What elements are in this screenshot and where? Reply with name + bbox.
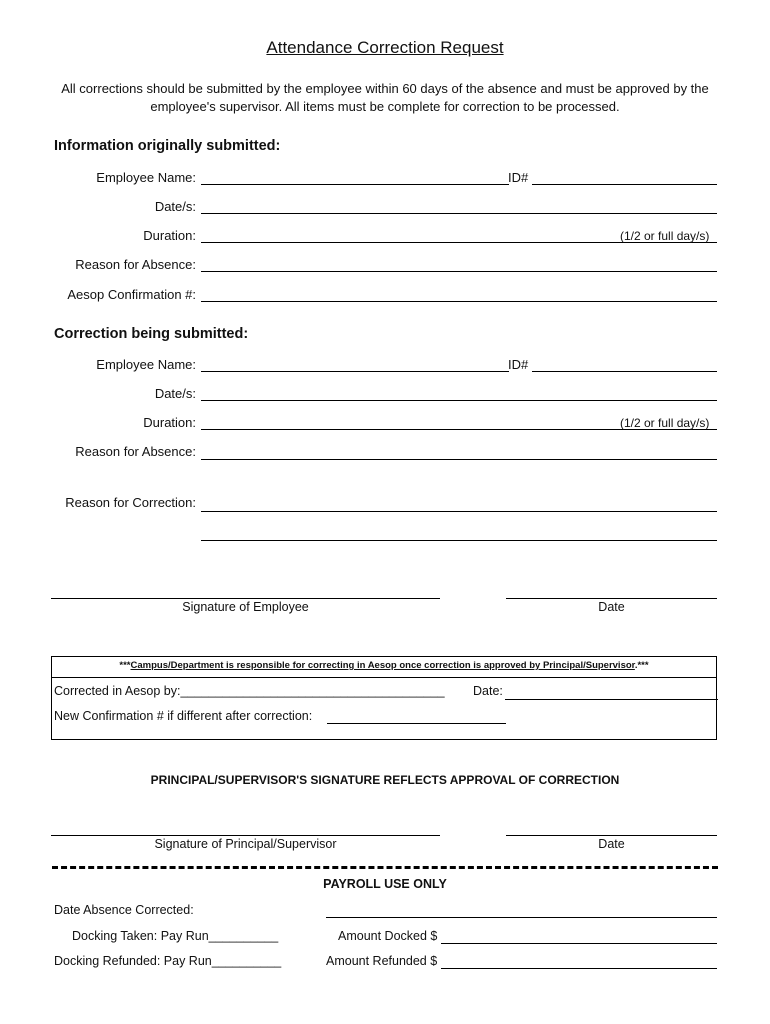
correction-duration-hint: (1/2 or full day/s) (620, 416, 710, 430)
aesop-date-field[interactable] (505, 699, 718, 700)
correction-reason-correction-field-2[interactable] (201, 540, 717, 541)
docking-refunded-label[interactable]: Docking Refunded: Pay Run__________ (54, 954, 282, 968)
original-duration-label: Duration: (143, 228, 196, 243)
original-heading: Information originally submitted: (54, 138, 281, 154)
original-reason-label: Reason for Absence: (75, 257, 196, 272)
cut-line (52, 866, 718, 869)
correction-reason-correction-field[interactable] (201, 511, 717, 512)
approval-statement: PRINCIPAL/SUPERVISOR'S SIGNATURE REFLECTS APPROVAL OF CORRECTION (150, 773, 620, 787)
corrected-in-aesop-label[interactable]: Corrected in Aesop by:______________________________________ (54, 684, 445, 698)
date-absence-corrected-label: Date Absence Corrected: (54, 903, 194, 917)
amount-refunded-field[interactable] (441, 968, 717, 969)
correction-id-label: ID# (508, 357, 529, 372)
original-aesop-label: Aesop Confirmation #: (67, 287, 196, 302)
amount-refunded-label: Amount Refunded $ (326, 954, 438, 968)
correction-heading: Correction being submitted: (54, 326, 249, 342)
date-absence-corrected-field[interactable] (326, 917, 717, 918)
supervisor-date-label: Date (598, 837, 625, 851)
employee-date-label: Date (598, 600, 625, 614)
employee-date-line[interactable] (506, 598, 717, 599)
employee-signature-label: Signature of Employee (182, 600, 309, 614)
correction-duration-label: Duration: (143, 415, 196, 430)
original-aesop-field[interactable] (201, 301, 717, 302)
correction-dates-label: Date/s: (154, 386, 196, 401)
amount-docked-field[interactable] (441, 943, 717, 944)
intro-text: All corrections should be submitted by the employee within 60 days of the absence and must be approved by the employee's supervisor. All items must be complete for correction to be processed. (61, 81, 709, 114)
correction-reason-correction-label: Reason for Correction: (65, 495, 196, 510)
payroll-heading: PAYROLL USE ONLY (323, 877, 447, 891)
campus-box (51, 656, 717, 740)
correction-dates-field[interactable] (201, 400, 717, 401)
supervisor-date-line[interactable] (506, 835, 717, 836)
form-title: Attendance Correction Request (266, 38, 504, 57)
new-confirmation-label: New Confirmation # if different after correction: (54, 709, 313, 723)
new-confirmation-field[interactable] (327, 723, 506, 724)
correction-employee-name-field[interactable] (201, 371, 509, 372)
correction-reason-absence-label: Reason for Absence: (75, 444, 196, 459)
correction-employee-name-label: Employee Name: (96, 357, 196, 372)
original-dates-field[interactable] (201, 213, 717, 214)
campus-notice: ***Campus/Department is responsible for correcting in Aesop once correction is approved by Principal/Supervisor.*** (119, 660, 649, 671)
campus-box-divider (52, 677, 716, 678)
supervisor-signature-label: Signature of Principal/Supervisor (154, 837, 337, 851)
original-reason-field[interactable] (201, 271, 717, 272)
original-dates-label: Date/s: (154, 199, 196, 214)
correction-id-field[interactable] (532, 371, 717, 372)
original-employee-name-label: Employee Name: (96, 170, 196, 185)
supervisor-signature-line[interactable] (51, 835, 440, 836)
original-employee-name-field[interactable] (201, 184, 509, 185)
correction-reason-absence-field[interactable] (201, 459, 717, 460)
employee-signature-line[interactable] (51, 598, 440, 599)
original-id-field[interactable] (532, 184, 717, 185)
amount-docked-label: Amount Docked $ (338, 929, 438, 943)
campus-notice-underlined: Campus/Department is responsible for correcting in Aesop once correction is approved by Principal/Supervisor (130, 660, 635, 671)
aesop-date-label: Date: (473, 684, 503, 698)
original-id-label: ID# (508, 170, 529, 185)
original-duration-hint: (1/2 or full day/s) (620, 229, 710, 243)
docking-taken-label[interactable]: Docking Taken: Pay Run__________ (72, 929, 279, 943)
